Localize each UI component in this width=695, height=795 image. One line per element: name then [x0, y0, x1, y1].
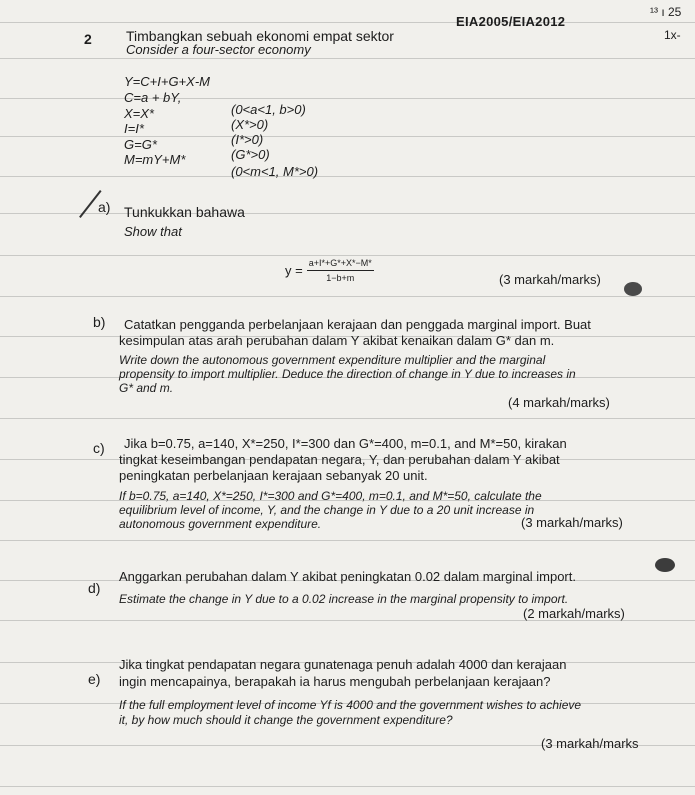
condition-government: (G*>0) [231, 147, 270, 162]
corner-note-2: 1x- [664, 28, 681, 42]
part-d-label: d) [88, 580, 101, 596]
formula-denominator: 1−b+m [326, 273, 355, 283]
part-c-malay-2: tingkat keseimbangan pendapatan negara, Y, dan perubahan dalam Y akibat [119, 452, 560, 467]
condition-investment: (I*>0) [231, 132, 264, 147]
part-e-english-2: it, by how much should it change the government expenditure? [119, 713, 453, 727]
part-e-marks: (3 markah/marks [541, 736, 639, 751]
intro-english: Consider a four-sector economy [126, 42, 311, 57]
part-b-marks: (4 markah/marks) [508, 395, 610, 410]
part-e-label: e) [88, 671, 101, 687]
equation-income: Y=C+I+G+X-M [124, 74, 210, 89]
part-b-malay-2: kesimpulan atas arah perubahan dalam Y akibat kenaikan dalam G* dan m. [119, 333, 555, 348]
exam-code: EIA2005/EIA2012 [456, 14, 566, 29]
condition-consumption: (0<a<1, b>0) [231, 102, 306, 117]
corner-note: ¹³ ı 25 [650, 5, 682, 19]
punch-hole [624, 282, 642, 296]
part-e-malay-1: Jika tingkat pendapatan negara gunatenaga penuh adalah 4000 dan kerajaan [119, 657, 567, 672]
part-c-english-2: equilibrium level of income, Y, and the change in Y due to a 20 unit increase in [119, 503, 535, 517]
part-b-english-1: Write down the autonomous government expenditure multiplier and the marginal [119, 353, 546, 367]
part-e-malay-2: ingin mencapainya, berapakah ia harus mengubah perbelanjaan kerajaan? [119, 674, 551, 689]
multiplier-formula [285, 258, 374, 283]
part-b-english-2: propensity to import multiplier. Deduce the direction of change in Y due to increases in [119, 367, 576, 381]
part-c-english-1: If b=0.75, a=140, X*=250, I*=300 and G*=400, m=0.1, and M*=50, calculate the [119, 489, 542, 503]
rule-line [0, 786, 695, 787]
rule-line [0, 418, 695, 419]
part-a-english: Show that [124, 224, 182, 239]
equation-consumption: C=a + bY, [124, 90, 182, 105]
part-c-malay-1: Jika b=0.75, a=140, X*=250, I*=300 dan G*=400, m=0.1, and M*=50, kirakan [124, 436, 567, 451]
rule-line [0, 136, 695, 137]
part-c-malay-3: peningkatan perbelanjaan kerajaan sebanyak 20 unit. [119, 468, 428, 483]
formula-numerator: a+I*+G*+X*−M* [307, 258, 374, 271]
rule-line [0, 58, 695, 59]
condition-exports: (X*>0) [231, 117, 269, 132]
intro-malay: Timbangkan sebuah ekonomi empat sektor [126, 28, 394, 44]
question-number: 2 [84, 31, 92, 47]
formula-lhs: y = [285, 263, 303, 278]
part-d-marks: (2 markah/marks) [523, 606, 625, 621]
part-a-malay: Tunkukkan bahawa [124, 204, 245, 220]
part-a-marks: (3 markah/marks) [499, 272, 601, 287]
equation-imports: M=mY+M* [124, 152, 186, 167]
equation-investment: I=I* [124, 121, 144, 136]
part-d-english: Estimate the change in Y due to a 0.02 increase in the marginal propensity to import. [119, 592, 569, 606]
rule-line [0, 22, 695, 23]
part-a-label: a) [98, 199, 111, 215]
punch-hole [655, 558, 675, 572]
rule-line [0, 540, 695, 541]
part-c-english-3: autonomous government expenditure. [119, 517, 322, 531]
part-b-label: b) [93, 314, 106, 330]
part-b-english-3: G* and m. [119, 381, 174, 395]
part-c-label: c) [93, 440, 105, 456]
rule-line [0, 296, 695, 297]
part-b-malay-1: Catatkan pengganda perbelanjaan kerajaan dan penggada marginal import. Buat [124, 317, 591, 332]
part-c-marks: (3 markah/marks) [521, 515, 623, 530]
rule-line [0, 98, 695, 99]
condition-imports: (0<m<1, M*>0) [231, 164, 319, 179]
rule-line [0, 176, 695, 177]
part-d-malay: Anggarkan perubahan dalam Y akibat peningkatan 0.02 dalam marginal import. [119, 569, 576, 584]
equation-government: G=G* [124, 137, 157, 152]
rule-line [0, 255, 695, 256]
equation-exports: X=X* [124, 106, 154, 121]
part-e-english-1: If the full employment level of income Yf is 4000 and the government wishes to achieve [119, 698, 582, 712]
